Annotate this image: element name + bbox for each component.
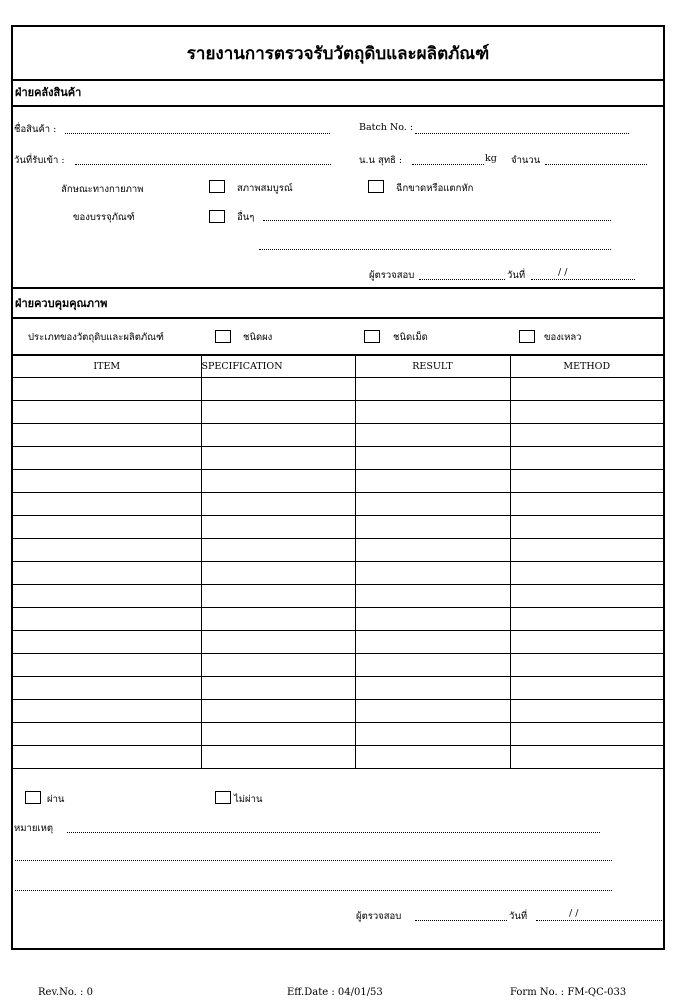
table-row xyxy=(13,700,663,723)
cell-specification[interactable] xyxy=(201,631,355,654)
form-title: รายงานการตรวจรับวัตถุดิบและผลิตภัณฑ์ xyxy=(13,27,663,81)
remarks-field-line2[interactable] xyxy=(15,860,612,861)
cell-item[interactable] xyxy=(13,539,201,562)
cell-specification[interactable] xyxy=(201,562,355,585)
qc-date-field[interactable] xyxy=(536,920,662,921)
received-date-field[interactable] xyxy=(75,164,331,165)
cell-result[interactable] xyxy=(355,746,510,769)
effective-date: Eff.Date : 04/01/53 xyxy=(287,987,383,998)
qc-inspector-label: ผู้ตรวจสอบ xyxy=(356,911,402,922)
remarks-field-line3[interactable] xyxy=(15,890,612,891)
warehouse-date-slashes: / / xyxy=(558,267,568,278)
remarks-field[interactable] xyxy=(67,832,600,833)
table-row xyxy=(13,424,663,447)
batch-field[interactable] xyxy=(415,133,629,134)
cell-specification[interactable] xyxy=(201,654,355,677)
powder-label: ชนิดผง xyxy=(243,332,273,343)
cell-result[interactable] xyxy=(355,654,510,677)
cell-specification[interactable] xyxy=(201,493,355,516)
net-weight-label: น.น สุทธิ : xyxy=(359,155,403,166)
cell-specification[interactable] xyxy=(201,608,355,631)
pellet-label: ชนิดเม็ด xyxy=(393,332,428,343)
cell-method[interactable] xyxy=(510,470,663,493)
cell-item[interactable] xyxy=(13,447,201,470)
remarks-label: หมายเหตุ xyxy=(14,823,54,834)
revision-number: Rev.No. : 0 xyxy=(38,987,93,998)
table-row xyxy=(13,401,663,424)
quantity-label: จำนวน xyxy=(511,155,541,166)
net-weight-field[interactable] xyxy=(412,164,484,165)
cell-item[interactable] xyxy=(13,746,201,769)
table-row xyxy=(13,539,663,562)
cell-result[interactable] xyxy=(355,562,510,585)
cell-method[interactable] xyxy=(510,401,663,424)
cell-item[interactable] xyxy=(13,378,201,401)
cell-method[interactable] xyxy=(510,539,663,562)
cell-method[interactable] xyxy=(510,608,663,631)
cell-method[interactable] xyxy=(510,746,663,769)
other-field-line2[interactable] xyxy=(259,249,611,250)
cell-result[interactable] xyxy=(355,700,510,723)
cell-specification[interactable] xyxy=(201,447,355,470)
warehouse-section-heading: ฝ่ายคลังสินค้า xyxy=(13,79,663,107)
cell-specification[interactable] xyxy=(201,470,355,493)
cell-item[interactable] xyxy=(13,562,201,585)
cell-item[interactable] xyxy=(13,631,201,654)
product-name-field[interactable] xyxy=(65,133,330,134)
cell-result[interactable] xyxy=(355,378,510,401)
cell-method[interactable] xyxy=(510,378,663,401)
qc-results-table xyxy=(13,354,663,769)
table-row xyxy=(13,746,663,769)
col-header-result: RESULT xyxy=(355,355,510,378)
cell-item[interactable] xyxy=(13,608,201,631)
complete-label: สภาพสมบูรณ์ xyxy=(237,183,293,194)
cell-specification[interactable] xyxy=(201,585,355,608)
cell-specification[interactable] xyxy=(201,746,355,769)
pass-label: ผ่าน xyxy=(47,794,65,805)
cell-item[interactable] xyxy=(13,424,201,447)
cell-result[interactable] xyxy=(355,424,510,447)
warehouse-inspector-label: ผู้ตรวจสอบ xyxy=(369,270,415,281)
cell-item[interactable] xyxy=(13,677,201,700)
cell-item[interactable] xyxy=(13,585,201,608)
quantity-field[interactable] xyxy=(545,164,647,165)
cell-method[interactable] xyxy=(510,654,663,677)
cell-result[interactable] xyxy=(355,608,510,631)
cell-specification[interactable] xyxy=(201,401,355,424)
cell-specification[interactable] xyxy=(201,424,355,447)
warehouse-date-label: วันที่ xyxy=(507,270,526,281)
warehouse-inspector-field[interactable] xyxy=(419,279,505,280)
fail-label: ไม่ผ่าน xyxy=(234,794,263,805)
complete-checkbox[interactable] xyxy=(209,180,225,193)
cell-item[interactable] xyxy=(13,723,201,746)
cell-item[interactable] xyxy=(13,654,201,677)
table-row xyxy=(13,516,663,539)
liquid-label: ของเหลว xyxy=(544,332,582,343)
other-label: อื่นๆ xyxy=(237,212,255,223)
cell-method[interactable] xyxy=(510,723,663,746)
cell-result[interactable] xyxy=(355,516,510,539)
col-header-item: ITEM xyxy=(13,355,201,378)
table-row xyxy=(13,447,663,470)
table-row xyxy=(13,608,663,631)
cell-specification[interactable] xyxy=(201,677,355,700)
qc-section-heading: ฝ่ายควบคุมคุณภาพ xyxy=(13,289,663,319)
physical-label: ลักษณะทางกายภาพ xyxy=(61,184,144,195)
pellet-checkbox[interactable] xyxy=(364,330,380,343)
cell-method[interactable] xyxy=(510,447,663,470)
table-row xyxy=(13,585,663,608)
other-field[interactable] xyxy=(263,220,611,221)
cell-method[interactable] xyxy=(510,424,663,447)
torn-checkbox[interactable] xyxy=(368,180,384,193)
qc-date-slashes: / / xyxy=(569,908,579,919)
cell-method[interactable] xyxy=(510,631,663,654)
torn-label: ฉีกขาดหรือแตกหัก xyxy=(396,183,474,194)
cell-result[interactable] xyxy=(355,493,510,516)
table-row xyxy=(13,677,663,700)
cell-result[interactable] xyxy=(355,585,510,608)
inspection-form xyxy=(11,25,665,950)
powder-checkbox[interactable] xyxy=(215,330,231,343)
cell-result[interactable] xyxy=(355,447,510,470)
qc-inspector-field[interactable] xyxy=(415,920,507,921)
cell-item[interactable] xyxy=(13,493,201,516)
liquid-checkbox[interactable] xyxy=(519,330,535,343)
table-row xyxy=(13,562,663,585)
cell-specification[interactable] xyxy=(201,723,355,746)
table-row xyxy=(13,470,663,493)
cell-result[interactable] xyxy=(355,539,510,562)
other-checkbox[interactable] xyxy=(209,210,225,223)
table-row xyxy=(13,631,663,654)
cell-method[interactable] xyxy=(510,677,663,700)
batch-label: Batch No. : xyxy=(359,122,414,133)
table-row xyxy=(13,723,663,746)
qc-date-label: วันที่ xyxy=(509,911,528,922)
cell-item[interactable] xyxy=(13,401,201,424)
cell-item[interactable] xyxy=(13,516,201,539)
col-header-method: METHOD xyxy=(510,355,663,378)
table-row xyxy=(13,378,663,401)
cell-method[interactable] xyxy=(510,493,663,516)
fail-checkbox[interactable] xyxy=(215,791,231,804)
cell-method[interactable] xyxy=(510,700,663,723)
cell-specification[interactable] xyxy=(201,539,355,562)
cell-specification[interactable] xyxy=(201,700,355,723)
product-name-label: ชื่อสินค้า : xyxy=(14,124,57,135)
cell-result[interactable] xyxy=(355,677,510,700)
received-date-label: วันที่รับเข้า : xyxy=(14,155,65,166)
cell-item[interactable] xyxy=(13,470,201,493)
kg-label: kg xyxy=(485,153,497,164)
cell-specification[interactable] xyxy=(201,516,355,539)
pass-checkbox[interactable] xyxy=(25,791,41,804)
cell-result[interactable] xyxy=(355,631,510,654)
cell-result[interactable] xyxy=(355,723,510,746)
cell-method[interactable] xyxy=(510,516,663,539)
material-type-label: ประเภทของวัตถุดิบและผลิตภัณฑ์ xyxy=(28,332,164,343)
cell-item[interactable] xyxy=(13,700,201,723)
warehouse-date-field[interactable] xyxy=(531,279,635,280)
packaging-label: ของบรรจุภัณฑ์ xyxy=(73,212,135,223)
cell-method[interactable] xyxy=(510,585,663,608)
cell-method[interactable] xyxy=(510,562,663,585)
cell-specification[interactable] xyxy=(201,378,355,401)
table-row xyxy=(13,654,663,677)
col-header-specification: SPECIFICATION xyxy=(201,355,355,378)
form-number: Form No. : FM-QC-033 xyxy=(510,987,627,998)
cell-result[interactable] xyxy=(355,470,510,493)
cell-result[interactable] xyxy=(355,401,510,424)
table-row xyxy=(13,493,663,516)
